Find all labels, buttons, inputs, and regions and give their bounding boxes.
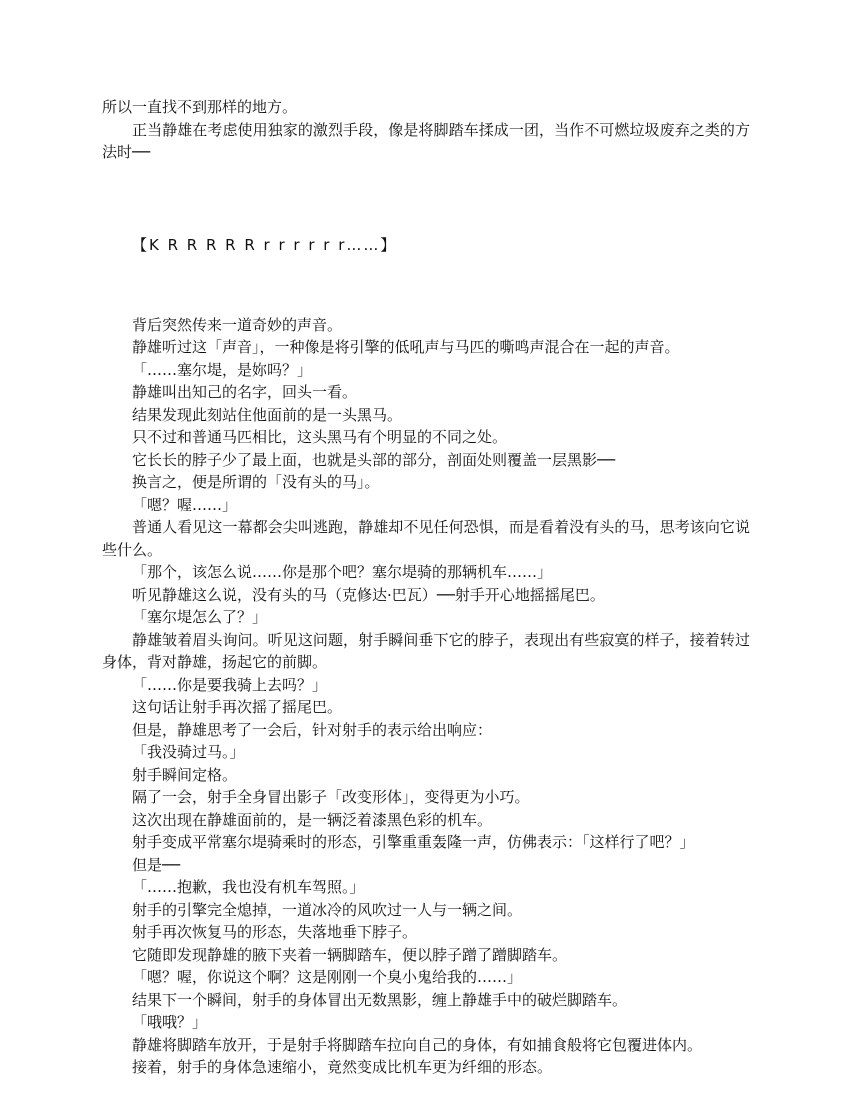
paragraph: 换言之，便是所谓的「没有头的马」。 — [132, 473, 380, 491]
paragraph: 结果发现此刻站住他面前的是一头黑马。 — [132, 405, 403, 424]
paragraph: 但是，静雄思考了一会后，针对射手的表示给出响应： — [132, 720, 493, 739]
spacer — [102, 256, 750, 314]
dialogue-line: 「……你是要我骑上去吗？」 — [132, 675, 328, 694]
dialogue-line: 「……塞尔堤，是妳吗？」 — [132, 360, 313, 379]
paragraph: 射手瞬间定格。 — [132, 765, 238, 784]
paragraph: 背后突然传来一道奇妙的声音。 — [132, 315, 343, 334]
paragraph: 听见静雄这么说，没有头的马（克修达·巴瓦）──射手开心地摇摇尾巴。 — [132, 585, 605, 604]
spacer — [102, 164, 750, 234]
paragraph: 射手变成平常塞尔堤骑乘时的形态，引擎重重轰隆一声，仿佛表示：「这样行了吧？」 — [132, 833, 695, 851]
dialogue-line: 「塞尔堤怎么了？」 — [132, 608, 268, 626]
paragraph: 只不过和普通马匹相比，这头黑马有个明显的不同之处。 — [132, 428, 508, 446]
paragraph: 结果下一个瞬间，射手的身体冒出无数黑影，缠上静雄手中的破烂脚踏车。 — [132, 990, 628, 1009]
dialogue-line: 「……抱歉，我也没有机车驾照。」 — [132, 878, 365, 896]
document-page — [102, 96, 750, 1079]
paragraph: 射手再次恢复马的形态，失落地垂下脖子。 — [132, 923, 418, 941]
paragraph: 这次出现在静雄面前的，是一辆泛着漆黑色彩的机车。 — [132, 810, 493, 829]
dialogue-line: 「嗯？喔……」 — [132, 495, 238, 514]
paragraph: 静雄皱着眉头询问。听见这问题，射手瞬间垂下它的脖子，表现出有些寂寞的样子，接着转过身体，背对静雄，扬起它的前脚。 — [102, 630, 750, 671]
paragraph: 静雄将脚踏车放开，于是射手将脚踏车拉向自己的身体，有如捕食般将它包覆进体内。 — [132, 1035, 703, 1054]
paragraph: 所以一直找不到那样的地方。 — [102, 98, 298, 116]
paragraph: 正当静雄在考虑使用独家的激烈手段，像是将脚踏车揉成一团，当作不可燃垃圾废弃之类的方法时── — [102, 120, 750, 161]
dialogue-line: 「我没骑过马。」 — [132, 743, 245, 761]
paragraph: 它长长的脖子少了最上面，也就是头部的部分，剖面处则覆盖一层黑影── — [132, 450, 616, 469]
sound-effect-line: 【K R R R R R r r r r r r……】 — [132, 235, 398, 254]
paragraph: 隔了一会，射手全身冒出影子「改变形体」，变得更为小巧。 — [132, 788, 530, 806]
paragraph: 这句话让射手再次摇了摇尾巴。 — [132, 698, 343, 716]
paragraph: 静雄叫出知己的名字，回头一看。 — [132, 383, 358, 401]
dialogue-line: 「嗯？喔，你说这个啊？这是刚刚一个臭小鬼给我的……」 — [132, 968, 523, 986]
dialogue-line: 「哦哦？」 — [132, 1013, 208, 1031]
paragraph: 射手的引擎完全熄掉，一道冰冷的风吹过一人与一辆之间。 — [132, 900, 523, 919]
paragraph: 它随即发现静雄的腋下夹着一辆脚踏车，便以脖子蹭了蹭脚踏车。 — [132, 945, 568, 964]
dialogue-line: 「那个，该怎么说……你是那个吧？塞尔堤骑的那辆机车……」 — [132, 563, 553, 581]
paragraph: 普通人看见这一幕都会尖叫逃跑，静雄却不见任何恐惧，而是看着没有头的马，思考该向它说些什么。 — [102, 518, 750, 559]
paragraph: 但是── — [132, 855, 181, 874]
paragraph: 静雄听过这「声音」，一种像是将引擎的低吼声与马匹的嘶鸣声混合在一起的声音。 — [132, 338, 680, 356]
paragraph: 接着，射手的身体急速缩小，竟然变成比机车更为纤细的形态。 — [132, 1058, 553, 1076]
